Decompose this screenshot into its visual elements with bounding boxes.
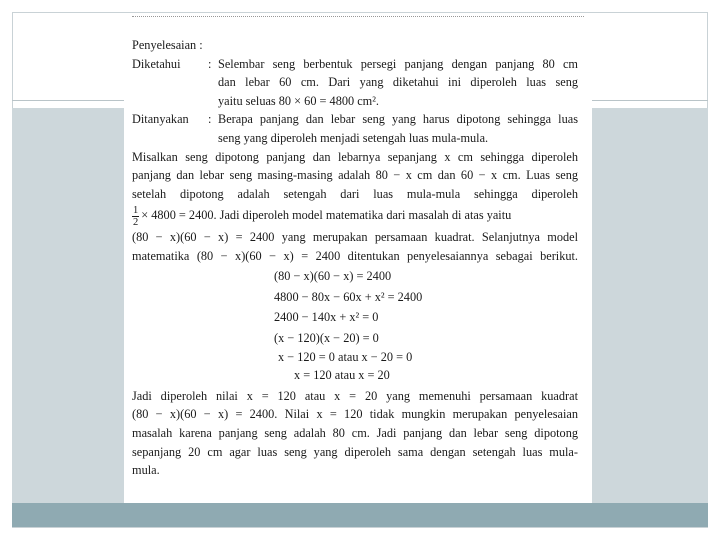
conclusion-line: masalah karena panjang seng adalah 80 cm. Jadi panjang dan lebar seng dipotong [132, 425, 578, 440]
known-label: Diketahui [132, 56, 181, 71]
fraction-line-text: × 4800 = 2400. Jadi diperoleh model matematika dari masalah di atas yaitu [141, 208, 512, 223]
equation-step: (x − 120)(x − 20) = 0 [274, 330, 379, 345]
right-side-band [592, 108, 708, 503]
paragraph-line: (80 − x)(60 − x) = 2400 yang merupakan persamaan kuadrat. Selanjutnya model [132, 230, 578, 245]
conclusion-line: (80 − x)(60 − x) = 2400. Nilai x = 120 tidak mungkin merupakan penyelesaian [132, 407, 578, 422]
one-half-fraction [132, 205, 139, 228]
equation-step: (80 − x)(60 − x) = 2400 [274, 269, 392, 284]
conclusion-line: mula. [132, 463, 160, 478]
known-line: yaitu seluas 80 × 60 = 4800 cm². [218, 93, 380, 108]
known-block: Diketahui : Selembar seng berbentuk persegi panjang dengan panjang 80 cm dan lebar 60 cm. Dari yang diketahui ini diperoleh luas seng yaitu seluas 80 × 60 = 4800 cm². [132, 55, 578, 111]
known-line: dan lebar 60 cm. Dari yang diketahui ini diperoleh luas seng [218, 75, 578, 90]
fraction-line [132, 203, 578, 228]
asked-block: Ditanyakan : Berapa panjang dan lebar seng yang harus dipotong sehingga luas seng yang diperoleh menjadi setengah luas mula-mula. [132, 110, 578, 147]
paragraph-line: setelah dipotong adalah setengah dari luas mula-mula sehingga diperoleh [132, 186, 578, 201]
footer-bar [12, 503, 708, 527]
solution-heading: Penyelesaian : [132, 38, 203, 52]
equation-step: x = 120 atau x = 20 [294, 368, 390, 383]
paragraph-line: Misalkan seng dipotong panjang dan lebarnya sepanjang x cm sehingga diperoleh [132, 149, 578, 164]
asked-line: Berapa panjang dan lebar seng yang harus dipotong sehingga luas [218, 112, 578, 127]
asked-label: Ditanyakan [132, 112, 189, 127]
asked-line: seng yang diperoleh menjadi setengah luas mula-mula. [218, 130, 489, 145]
paragraph-line: matematika (80 − x)(60 − x) = 2400 ditentukan penyelesaiannya sebagai berikut. [132, 248, 578, 263]
document-body [132, 36, 578, 480]
fraction-numerator: 1 [133, 205, 139, 217]
cropped-top-line [132, 16, 584, 20]
document-page [124, 14, 592, 500]
conclusion-line: sepanjang 20 cm agar luas seng yang diperoleh sama dengan setengah luas mula- [132, 444, 578, 459]
fraction-denominator: 2 [133, 217, 139, 229]
equation-step: 4800 − 80x − 60x + x² = 2400 [274, 289, 423, 304]
equation-step: 2400 − 140x + x² = 0 [274, 310, 379, 325]
paragraph-line: panjang dan lebar seng masing-masing adalah 80 − x cm dan 60 − x cm. Luas seng [132, 168, 578, 183]
equation-step: x − 120 = 0 atau x − 20 = 0 [278, 349, 413, 364]
conclusion-line: Jadi diperoleh nilai x = 120 atau x = 20 yang memenuhi persamaan kuadrat [132, 388, 578, 403]
known-line: Selembar seng berbentuk persegi panjang dengan panjang 80 cm [218, 56, 578, 71]
left-side-band [12, 108, 124, 503]
